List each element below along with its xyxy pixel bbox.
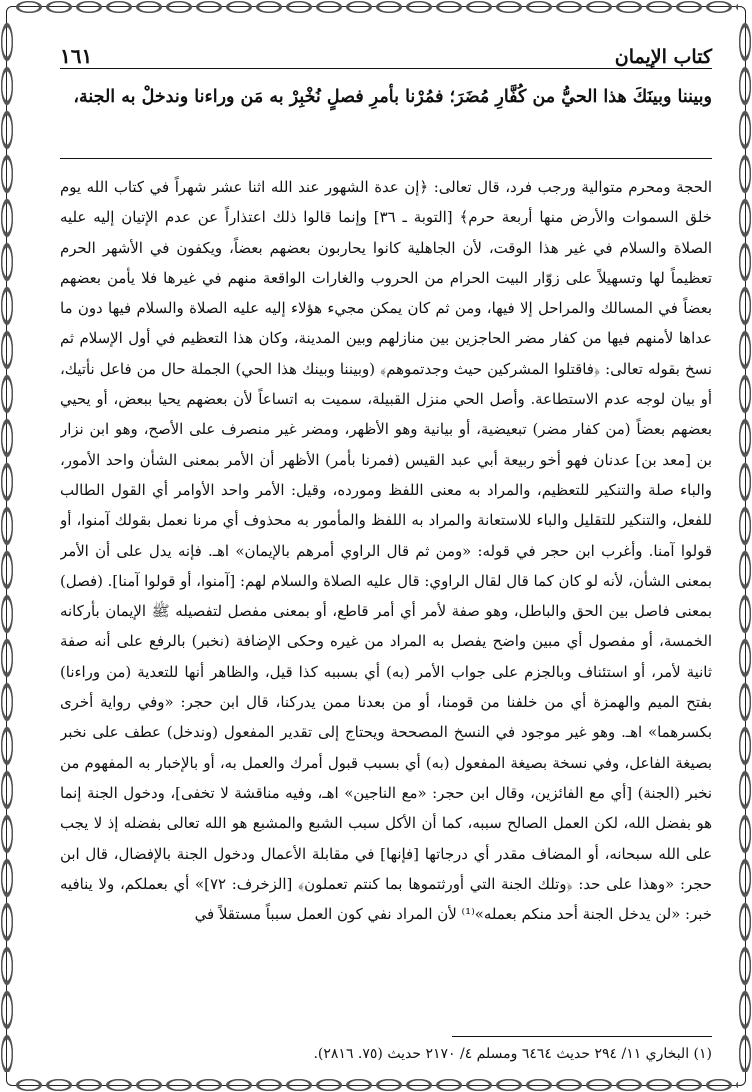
footnote-rule bbox=[452, 1036, 712, 1037]
book-title: كتاب الإيمان bbox=[614, 46, 712, 68]
decorative-border-top bbox=[14, 0, 738, 14]
decorative-border-bottom bbox=[14, 1078, 738, 1092]
page-header bbox=[60, 34, 712, 69]
section-divider bbox=[60, 158, 712, 159]
hadith-text: وبيننا وبينَكَ هذا الحيُّ من كُفَّارِ مُضَرَ؛ فمُرْنا بأمرِ فصلٍ نُخْبِرْ به مَن وراءنا وندخلْ به الجنة، bbox=[73, 87, 712, 107]
footnote: (١) البخاري ١١/ ٢٩٤ حديث ٦٤٦٤ ومسلم ٤/ ٢١٧٠ حديث (٧٥. ٢٨١٦). bbox=[313, 1046, 712, 1062]
commentary-text bbox=[60, 172, 712, 1022]
page-number: ١٦١ bbox=[60, 44, 93, 68]
decorative-border-right bbox=[738, 20, 752, 1072]
decorative-border-left bbox=[0, 20, 14, 1072]
commentary-paragraph: الحجة ومحرم متوالية ورجب فرد، قال تعالى: ﴿إن عدة الشهور عند الله اثنا عشر شهراً في كتاب الله يوم خلق السموات والأرض منها أربعة حرم﴾ [التوبة ـ ٣٦] وإنما قالوا ذلك اعتذاراً عن عدم الإتيان إليه عليه الصلاة والسلام في غير هذا الوقت، لأن الجاهلية كانوا يحاربون بعضهم بعضاً، ويكفون في الأشهر الحرم تعظيماً لها وتسهيلاً على زوّار البيت الحرام من الحروب والغارات الواقعة منهم في غيرها فلا يأمن بعضهم بعضاً في المسالك والمراحل إلا فيها، ومن ثم كان يمكن مجيء هؤلاء إليه عليه الصلاة والسلام فيها دون ما عداها لأمنهم فيها من كفار مضر الحاجزين بين منازلهم وبين المدينة، وكان هذا التعظيم في أول الإسلام ثم نسخ بقوله تعالى: ﴿فاقتلوا المشركين حيث وجدتموهم﴾ (وبيننا وبينك هذا الحي) الجملة حال من فاعل نأتيك، أو بيان لوجه عدم الاستطاعة. وأصل الحي منزل القبيلة، سميت به اتساعاً لأن بعضهم يحيا ببعض، أو يحيي بعضهم بعضاً (من كفار مضر) تبعيضية، أو بيانية وهو الأظهر، ومضر غير منصرف على الأصح، وهو ابن نزار بن [معد بن] عدنان فهو أخو ربيعة أبي عبد القيس (فمرنا بأمر) الأظهر أن الأمر بمعنى الشأن واحد الأمور، والباء صلة والتنكير للتعظيم، والمراد به معنى اللفظ ومورده، وقيل: الأمر واحد الأوامر أي القول الطالب للفعل، والتنكير للتقليل والباء للاستعانة والمراد به اللفظ والمأمور به محذوف أي مرنا نعمل بقولك آمنوا، أو قولوا آمنا. وأغرب ابن حجر في قوله: «ومن ثم قال الراوي أمرهم بالإيمان» اهـ. فإنه يدل على أن الأمر بمعنى الشأن، لأنه لو كان كما قال لقال الراوي: قال عليه الصلاة والسلام لهم: [آمنوا، أو قولوا آمنا]. (فصل) بمعنى فاصل بين الحق والباطل، وهو صفة لأمر أي أمر قاطع، أو بمعنى مفصل لتفصيله ﷺ الإيمان بأركانه الخمسة، أو مفصول أي مبين واضح يفصل به المراد من غيره وحكى الإضافة (نخبر) بالرفع على أنه صفة ثانية لأمر، أو استئناف وبالجزم على جواب الأمر (به) أي بسببه كذا قيل، والظاهر أنها للتعدية (من وراءنا) بفتح الميم والهمزة أي من خلفنا من قومنا، أو من بعدنا ممن يدركنا، قال ابن حجر: «وفي رواية أخرى بكسرهما» اهـ. وهو غير موجود في النسخ المصححة ويحتاج إلى تقدير المفعول (وندخل) عطف على نخبر بصيغة الفاعل، وفي نسخة بصيغة المفعول (به) أي بسبب قبول أمرك والعمل به، أو بالإخبار به المفهوم من نخبر (الجنة) [أي مع الفائزين، وقال ابن حجر: «مع الناجين» اهـ، وفيه مناقشة لا تخفى]، ودخول الجنة إنما هو بفضل الله، لكن العمل الصالح سببه، كما أن الأكل سبب الشبع والمشبع هو الله تعالى بفضله إذ لا يجب على الله سبحانه، أو المضاف مقدر أي درجاتها [فإنها] في مقابلة الأعمال ودخول الجنة بالإفضال، قال ابن حجر: «وهذا على حد: ﴿وتلك الجنة التي أورثتموها بما كنتم تعملون﴾ [الزخرف: ٧٢]» أي بعملكم، ولا ينافيه خبر: «لن يدخل الجنة أحد منكم بعمله»⁽¹⁾ لأن المراد نفي كون العمل سبباً مستقلاً في bbox=[60, 178, 712, 924]
